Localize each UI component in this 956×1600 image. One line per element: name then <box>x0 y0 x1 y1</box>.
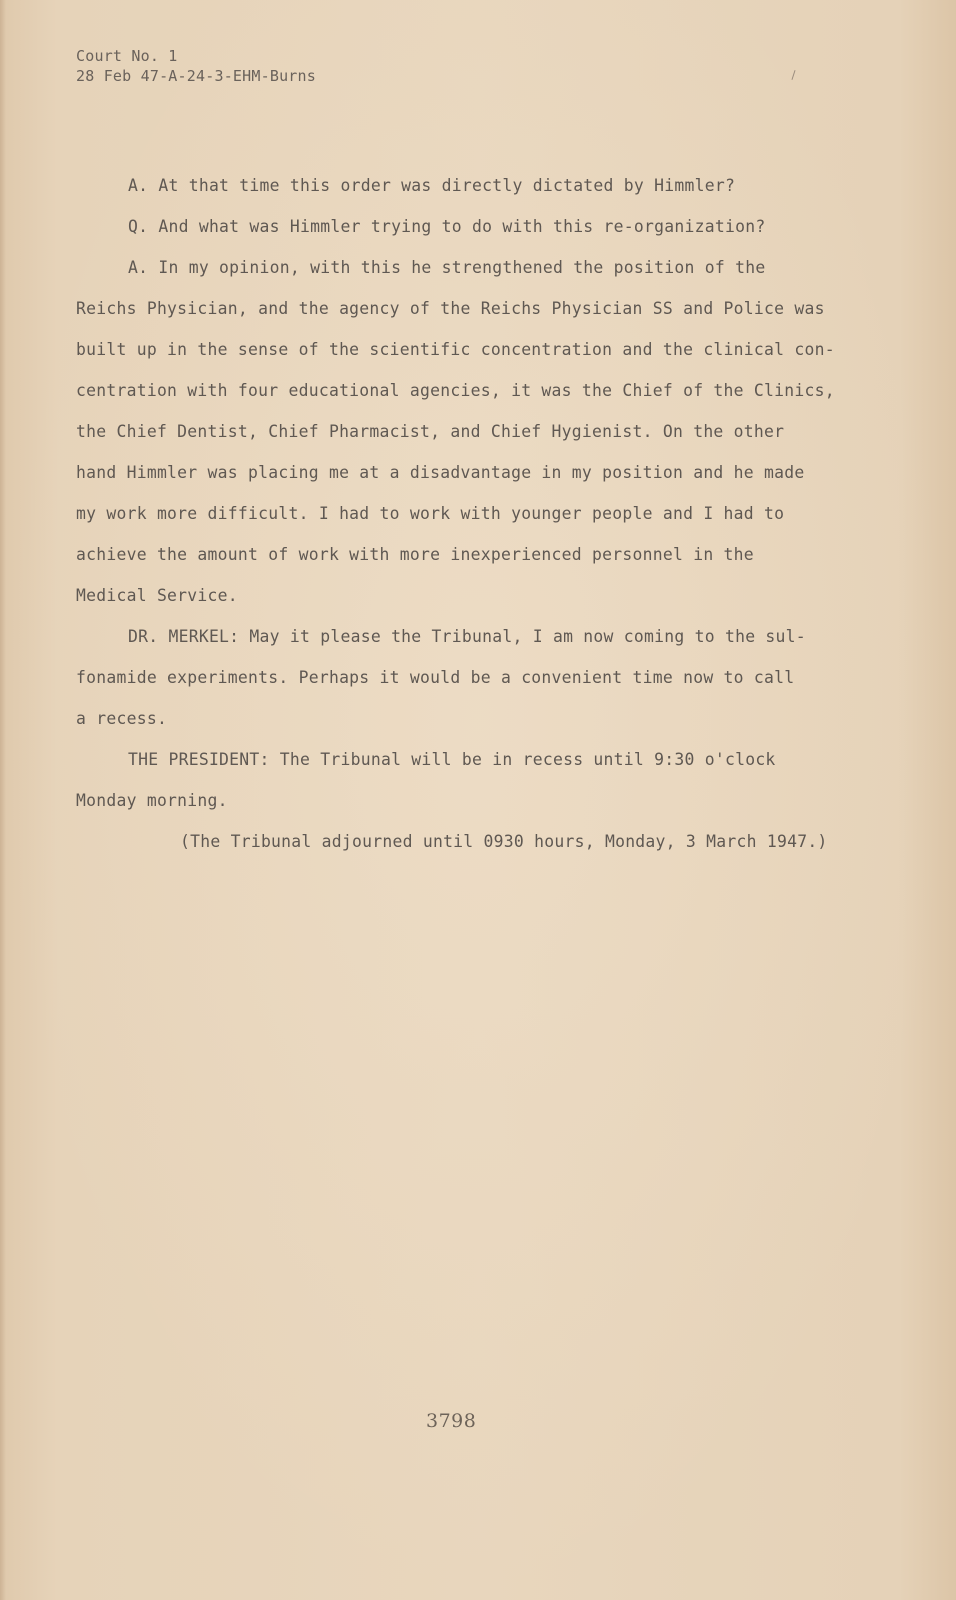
answer-line: A. In my opinion, with this he strengthened the position of the <box>128 258 766 277</box>
court-number: Court No. 1 <box>76 47 178 65</box>
paper-edge-shadow <box>0 0 6 1600</box>
answer-continuation-line: the Chief Dentist, Chief Pharmacist, and Chief Hygienist. On the other <box>76 422 785 441</box>
answer-continuation-line: hand Himmler was placing me at a disadvantage in my position and he made <box>76 463 805 482</box>
answer-continuation-line: Reichs Physician, and the agency of the Reichs Physician SS and Police was <box>76 299 825 318</box>
pencil-mark <box>791 70 795 80</box>
president-statement-line: Monday morning. <box>76 791 228 810</box>
counsel-statement-line: fonamide experiments. Perhaps it would be a convenient time now to call <box>76 668 795 687</box>
answer-continuation-line: my work more difficult. I had to work with younger people and I had to <box>76 504 785 523</box>
question-line: Q. And what was Himmler trying to do with this re-organization? <box>128 217 766 236</box>
adjournment-note: (The Tribunal adjourned until 0930 hours, Monday, 3 March 1947.) <box>180 832 828 851</box>
president-statement-line: THE PRESIDENT: The Tribunal will be in recess until 9:30 o'clock <box>128 750 776 769</box>
answer-continuation-line: Medical Service. <box>76 586 238 605</box>
answer-continuation-line: achieve the amount of work with more inexperienced personnel in the <box>76 545 754 564</box>
counsel-statement-line: a recess. <box>76 709 168 728</box>
document-header <box>76 46 316 86</box>
answer-continuation-line: built up in the sense of the scientific concentration and the clinical con- <box>76 340 835 359</box>
session-reference: 28 Feb 47-A-24-3-EHM-Burns <box>76 67 316 85</box>
counsel-statement-line: DR. MERKEL: May it please the Tribunal, I am now coming to the sul- <box>128 627 806 646</box>
transcript-body <box>76 165 856 862</box>
answer-continuation-line: centration with four educational agencies, it was the Chief of the Clinics, <box>76 381 835 400</box>
page-number: 3798 <box>426 1410 477 1432</box>
answer-line: A. At that time this order was directly dictated by Himmler? <box>128 176 736 195</box>
